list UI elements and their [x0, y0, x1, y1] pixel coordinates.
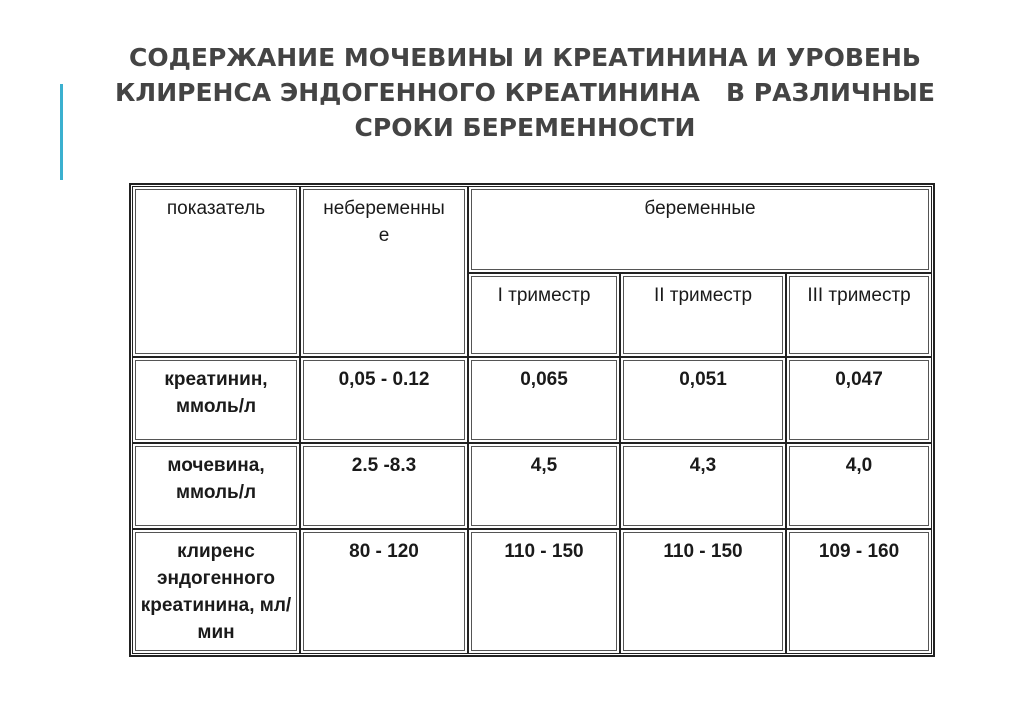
cell-trimester-2: 0,051 — [620, 357, 786, 443]
table-row — [132, 357, 932, 443]
header-trimester-2: II триместр — [620, 273, 786, 357]
title-line-3: СРОКИ БЕРЕМЕННОСТИ — [354, 113, 696, 142]
cell-nonpregnant: 0,05 - 0.12 — [300, 357, 468, 443]
cell-trimester-2: 110 - 150 — [620, 529, 786, 654]
accent-bar — [60, 84, 63, 180]
row-label: креатинин, ммоль/л — [132, 357, 300, 443]
cell-trimester-2: 4,3 — [620, 443, 786, 529]
header-trimester-1: I триместр — [468, 273, 620, 357]
cell-trimester-1: 110 - 150 — [468, 529, 620, 654]
header-indicator: показатель — [132, 186, 300, 357]
table-row — [132, 443, 932, 529]
row-label: клиренс эндогенного креатинина, мл/мин — [132, 529, 300, 654]
header-nonpregnant: небеременные — [300, 186, 468, 357]
data-table — [132, 186, 932, 654]
header-trimester-3: III триместр — [786, 273, 932, 357]
cell-nonpregnant: 2.5 -8.3 — [300, 443, 468, 529]
cell-trimester-1: 4,5 — [468, 443, 620, 529]
cell-trimester-3: 109 - 160 — [786, 529, 932, 654]
header-row — [132, 186, 932, 273]
cell-trimester-3: 0,047 — [786, 357, 932, 443]
title-line-2: КЛИРЕНСА ЭНДОГЕННОГО КРЕАТИНИНА В РАЗЛИЧНЫЕ — [115, 78, 935, 107]
cell-trimester-3: 4,0 — [786, 443, 932, 529]
cell-nonpregnant: 80 - 120 — [300, 529, 468, 654]
title-line-1: СОДЕРЖАНИЕ МОЧЕВИНЫ И КРЕАТИНИНА И УРОВЕНЬ — [129, 43, 921, 72]
table-row — [132, 529, 932, 654]
header-pregnant: беременные — [468, 186, 932, 273]
row-label: мочевина, ммоль/л — [132, 443, 300, 529]
slide-title — [90, 40, 960, 145]
cell-trimester-1: 0,065 — [468, 357, 620, 443]
